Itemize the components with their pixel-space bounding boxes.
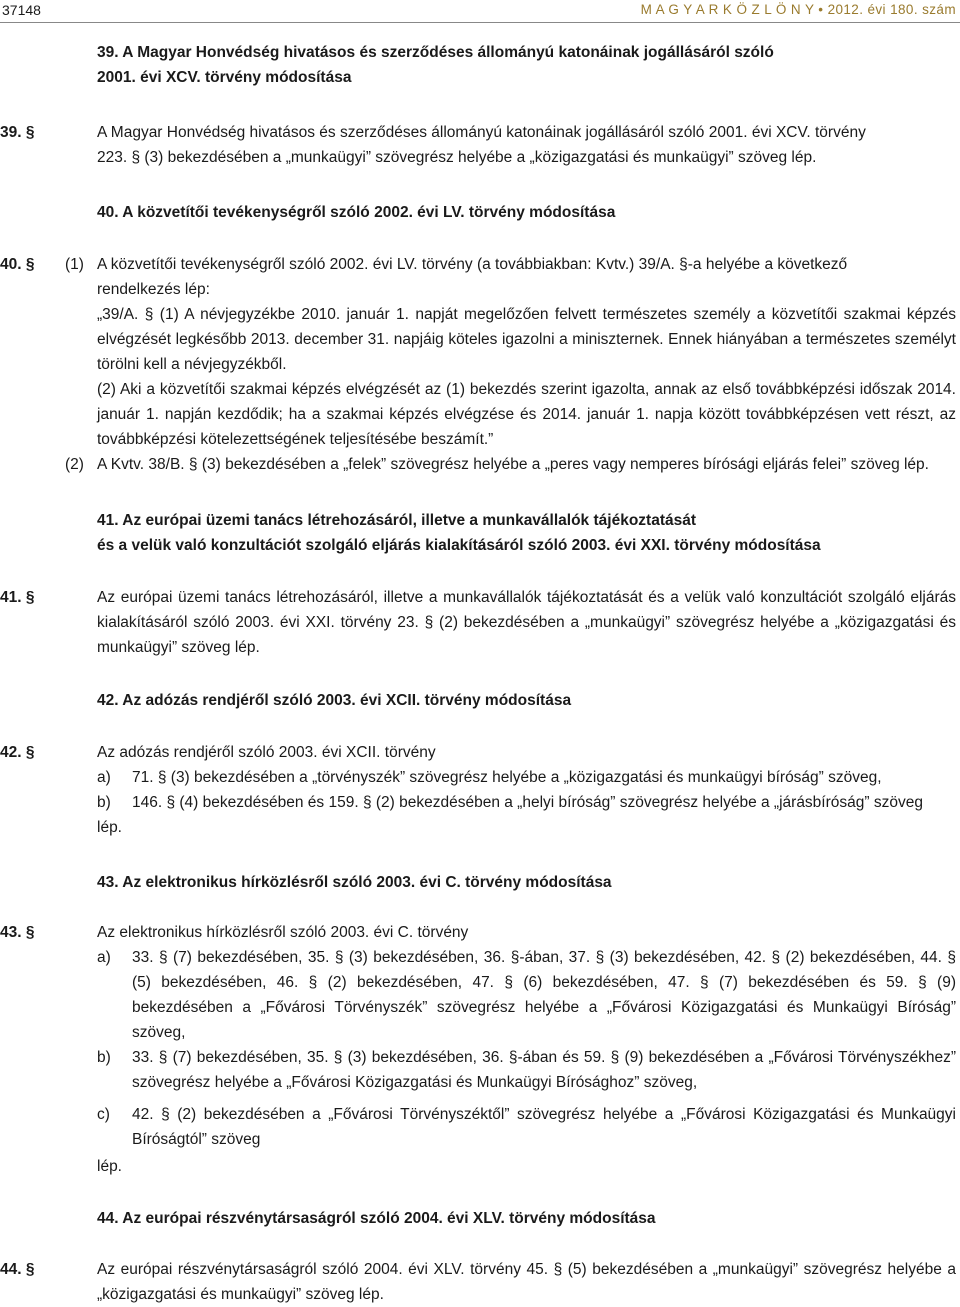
section-39-title-line2: 2001. évi XCV. törvény módosítása bbox=[97, 69, 352, 86]
section-39-number: 39. § bbox=[0, 124, 35, 141]
section-42-item-b-label: b) bbox=[97, 794, 111, 811]
section-40-para1-label: (1) bbox=[65, 256, 84, 273]
section-41-number: 41. § bbox=[0, 589, 35, 606]
page-number: 37148 bbox=[2, 2, 41, 18]
section-44-text: Az európai részvénytársaságról szóló 2004. évi XLV. törvény 45. § (5) bekezdésében a „munkaügyi” szövegrész helyébe a „közigazgatási és munkaügyi” szöveg lép. bbox=[97, 1261, 956, 1303]
section-43-intro: Az elektronikus hírközlésről szóló 2003. évi C. törvény bbox=[97, 924, 469, 941]
section-43-item-c-label: c) bbox=[97, 1106, 110, 1123]
section-41-title-line1: 41. Az európai üzemi tanács létrehozásáról, illetve a munkavállalók tájékoztatását bbox=[97, 512, 696, 529]
section-42-item-b-text: 146. § (4) bekezdésében és 159. § (2) bekezdésében a „helyi bíróság” szövegrész helyébe a „járásbíróság” szöveg bbox=[132, 794, 923, 811]
section-39-text-cont: 223. § (3) bekezdésében a „munkaügyi” szövegrész helyébe a „közigazgatási és munkaügyi” szöveg lép. bbox=[97, 149, 817, 166]
section-43-item-c-text: 42. § (2) bekezdésében a „Fővárosi Törvényszéktől” szövegrész helyébe a „Fővárosi Közigazgatási és Munkaügyi Bíróságtól” szöveg bbox=[132, 1106, 956, 1148]
section-43-title: 43. Az elektronikus hírközlésről szóló 2003. évi C. törvény módosítása bbox=[97, 874, 612, 891]
section-41-title-line2: és a velük való konzultációt szolgáló eljárás kialakításáról szóló 2003. évi XXI. törvény módosítása bbox=[97, 537, 821, 554]
section-41-text: Az európai üzemi tanács létrehozásáról, illetve a munkavállalók tájékoztatását és a velük való konzultációt szolgáló eljárás kialakításáról szóló 2003. évi XXI. törvény 23. § (2) bekezdésében a „munkaügyi” szövegrész helyébe a „közigazgatási és munkaügyi” szöveg lép. bbox=[97, 589, 956, 656]
section-40-para1-line1: A közvetítői tevékenységről szóló 2002. évi LV. törvény (a továbbiakban: Kvtv.) 39/A. §-a helyébe a következő bbox=[97, 256, 848, 273]
section-40-title: 40. A közvetítői tevékenységről szóló 2002. évi LV. törvény módosítása bbox=[97, 204, 616, 221]
section-40-para2-label: (2) bbox=[65, 456, 84, 473]
section-40-quote-2: (2) Aki a közvetítői szakmai képzés elvégzését az (1) bekezdés szerint igazolta, annak az első továbbképzési időszak 2014. január 1. napján kezdődik; ha a szakmai képzés elvégzése és 2014. január 1. napja között továbbképzésen vett részt, az továbbképzési kötelezettségének teljesítésébe beszámít.” bbox=[97, 381, 956, 448]
section-40-para2-text: A Kvtv. 38/B. § (3) bekezdésében a „felek” szövegrész helyébe a „peres vagy nemperes bírósági eljárás felei” szöveg lép. bbox=[97, 456, 929, 473]
section-43-end: lép. bbox=[97, 1158, 122, 1175]
header-rule bbox=[0, 22, 960, 23]
page-header bbox=[0, 0, 960, 22]
section-40-para1-line2: rendelkezés lép: bbox=[97, 281, 210, 298]
section-42-number: 42. § bbox=[0, 744, 35, 761]
section-42-item-a-text: 71. § (3) bekezdésében a „törvényszék” szövegrész helyébe a „közigazgatási és munkaügyi bíróság” szöveg, bbox=[132, 769, 882, 786]
section-43-item-b-label: b) bbox=[97, 1049, 111, 1066]
section-42-end: lép. bbox=[97, 819, 122, 836]
section-40-quote-1: „39/A. § (1) A névjegyzékbe 2010. január 1. napját megelőzően felvett természetes személy a közvetítői szakmai képzés elvégzését legkésőbb 2013. december 31. napjáig köteles igazolni a miniszternek. Ennek hiányában a természetes személyt törölni kell a névjegyzékből. bbox=[97, 306, 956, 373]
section-44-title: 44. Az európai részvénytársaságról szóló 2004. évi XLV. törvény módosítása bbox=[97, 1210, 656, 1227]
section-43-item-a-label: a) bbox=[97, 949, 111, 966]
section-43-number: 43. § bbox=[0, 924, 35, 941]
section-42-item-a-label: a) bbox=[97, 769, 111, 786]
section-39-text: A Magyar Honvédség hivatásos és szerződéses állományú katonáinak jogállásáról szóló 2001. évi XCV. törvény bbox=[97, 124, 866, 141]
section-39-title-line1: 39. A Magyar Honvédség hivatásos és szerződéses állományú katonáinak jogállásáról szóló bbox=[97, 44, 774, 61]
journal-title: M A G Y A R K Ö Z L Ö N Y • 2012. évi 180. szám bbox=[640, 2, 956, 17]
section-42-intro: Az adózás rendjéről szóló 2003. évi XCII. törvény bbox=[97, 744, 436, 761]
section-43-item-a-text: 33. § (7) bekezdésében, 35. § (3) bekezdésében, 36. §-ában, 37. § (3) bekezdésében, 42. § (2) bekezdésében, 44. § (5) bekezdésében, 46. § (2) bekezdésében, 47. § (6) bekezdésében, 47. § (7) bekezdésében és 59. § (9) bekezdésében a „Fővárosi Törvényszék” szövegrész helyébe a „Fővárosi Közigazgatási és Munkaügyi Bíróság” szöveg, bbox=[132, 949, 956, 1041]
section-40-number: 40. § bbox=[0, 256, 35, 273]
section-43-item-b-text: 33. § (7) bekezdésében, 35. § (3) bekezdésében, 36. §-ában és 59. § (9) bekezdésében a „Fővárosi Törvényszékhez” szövegrész helyébe a „Fővárosi Közigazgatási és Munkaügyi Bírósághoz” szöveg, bbox=[132, 1049, 956, 1091]
section-44-number: 44. § bbox=[0, 1261, 35, 1278]
section-42-title: 42. Az adózás rendjéről szóló 2003. évi XCII. törvény módosítása bbox=[97, 692, 572, 709]
